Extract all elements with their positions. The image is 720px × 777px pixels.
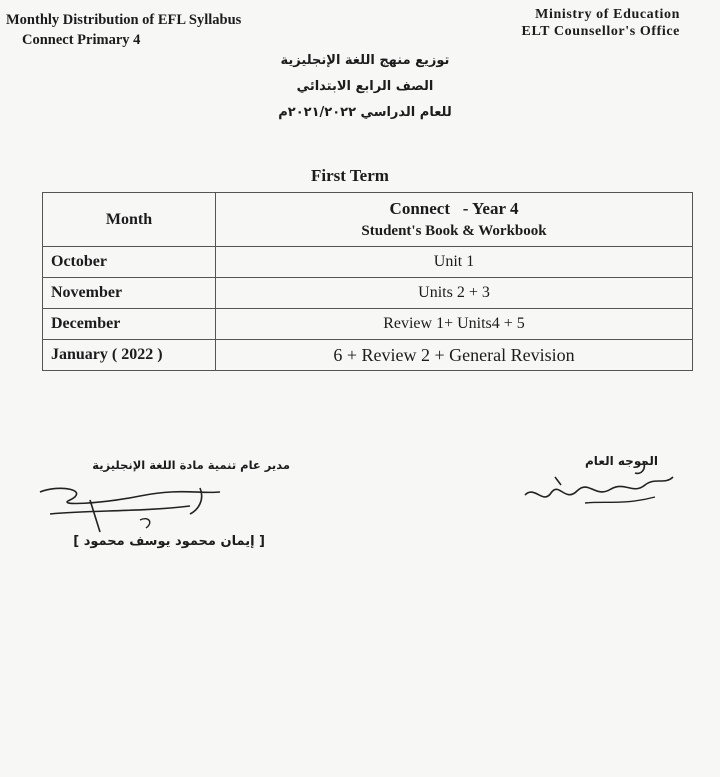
header-right	[522, 6, 680, 40]
month-cell: November	[43, 278, 216, 309]
units-cell: Review 1+ Units4 + 5	[216, 309, 693, 340]
header-left	[6, 10, 241, 50]
arabic-title-line3: للعام الدراسي ٢٠٢١/٢٠٢٢م	[278, 105, 452, 120]
left-signatory-name: [ إيمان محمود يوسف محمود ]	[73, 534, 265, 549]
units-cell: 6 + Review 2 + General Revision	[216, 340, 693, 371]
arabic-title-line2: الصف الرابع الابتدائي	[296, 79, 434, 94]
right-signature	[515, 455, 695, 525]
units-cell: Unit 1	[216, 247, 693, 278]
table-row	[43, 309, 693, 340]
table-row	[43, 247, 693, 278]
left-signature	[30, 470, 270, 540]
book-header	[216, 193, 693, 247]
arabic-header	[250, 48, 480, 126]
units-cell: Units 2 + 3	[216, 278, 693, 309]
document-subtitle: Connect Primary 4	[22, 32, 141, 48]
office-name: ELT Counsellor's Office	[521, 24, 680, 39]
table-header-row	[43, 193, 693, 247]
month-cell: January ( 2022 )	[43, 340, 216, 371]
book-header-line1: Connect - Year 4	[389, 198, 519, 218]
document-title: Monthly Distribution of EFL Syllabus	[6, 12, 242, 28]
left-signatory-role: مدير عام تنمية مادة اللغة الإنجليزية	[92, 458, 290, 472]
ministry-name: Ministry of Education	[535, 7, 680, 22]
table-row	[43, 278, 693, 309]
month-cell: December	[43, 309, 216, 340]
month-header: Month	[43, 193, 216, 247]
book-header-line2: Student's Book & Workbook	[361, 222, 547, 239]
term-title: First Term	[311, 166, 389, 185]
table-row	[43, 340, 693, 371]
arabic-title-line1: توزيع منهج اللغة الإنجليزية	[280, 53, 450, 68]
syllabus-table	[42, 192, 693, 371]
right-signatory-role: الموجه العام	[585, 454, 658, 468]
month-cell: October	[43, 247, 216, 278]
